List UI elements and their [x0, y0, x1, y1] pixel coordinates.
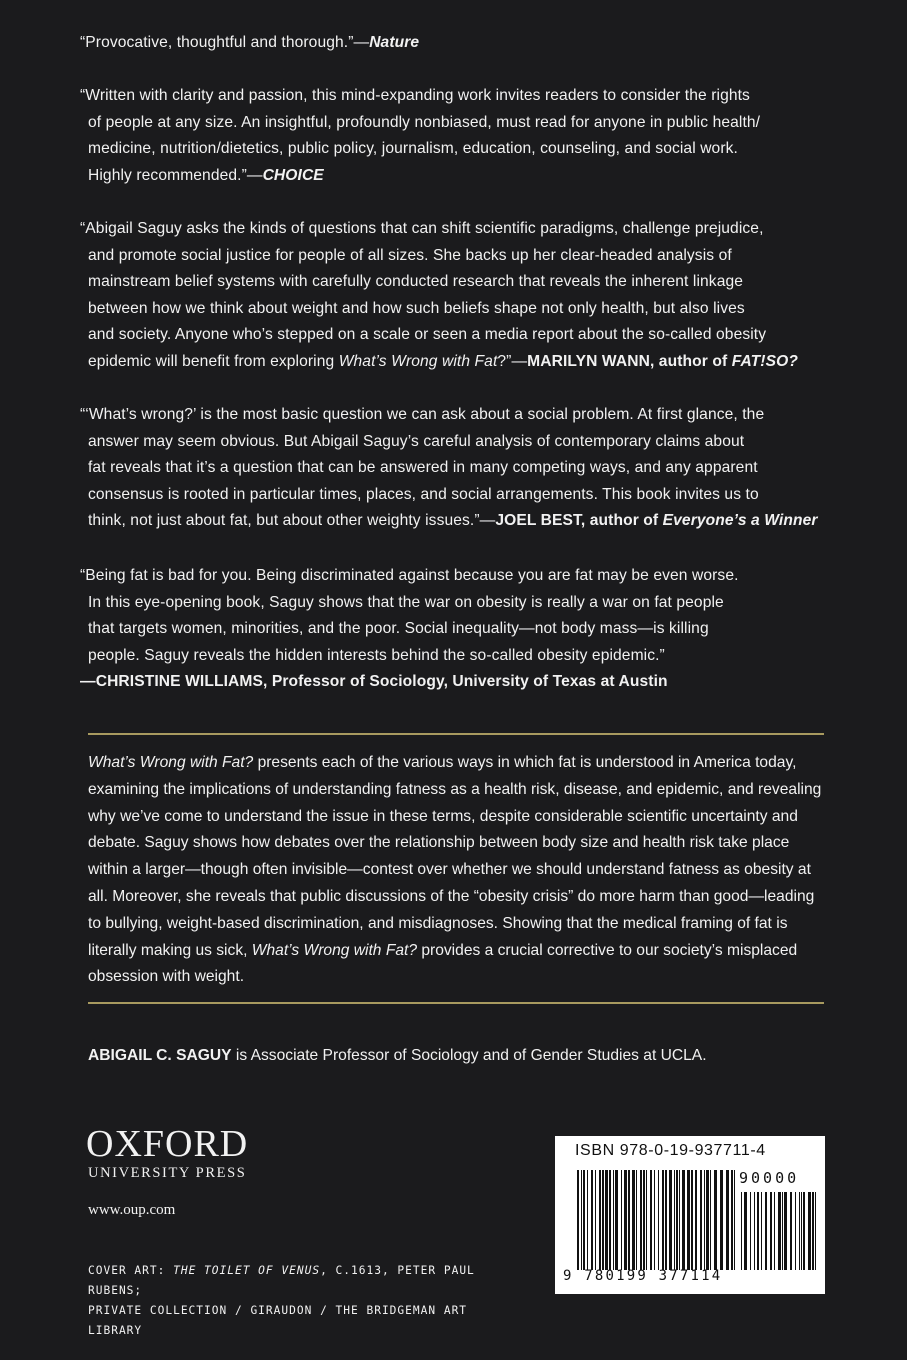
barcode-bar: [662, 1170, 664, 1270]
publisher-logo: [86, 1124, 248, 1182]
description-title: What’s Wrong with Fat?: [88, 754, 254, 771]
review-line: “Abigail Saguy asks the kinds of questions that can shift scientific paradigms, challenge prejudice,: [80, 220, 764, 237]
reviewer-name: MARILYN WANN: [527, 352, 650, 370]
barcode-bar: [602, 1170, 604, 1270]
review-line: “‘What’s wrong?’ is the most basic question we can ask about a social problem. At first glance, the: [80, 406, 765, 423]
barcode-bar: [790, 1192, 792, 1270]
barcode-bar: [704, 1170, 705, 1270]
review-source: CHOICE: [262, 166, 324, 184]
barcode-bar: [714, 1170, 717, 1270]
barcode-bar: [658, 1170, 659, 1270]
barcode-box: [555, 1136, 825, 1294]
barcode-bar: [613, 1170, 614, 1270]
barcode-bar: [808, 1192, 811, 1270]
review-line: epidemic will benefit from exploring: [88, 352, 339, 370]
barcode-bar: [583, 1170, 585, 1270]
barcode-bar: [682, 1170, 685, 1270]
review-choice: [80, 83, 840, 189]
barcode-bar: [734, 1170, 735, 1270]
review-line: fat reveals that it’s a question that can be answered in many competing ways, and any apparent: [88, 459, 758, 477]
barcode-bar: [687, 1170, 690, 1270]
barcode-bar: [784, 1192, 787, 1270]
review-best: [80, 402, 840, 535]
barcode-bar: [770, 1192, 772, 1270]
barcode-bar: [801, 1192, 802, 1270]
attribution-dash: —: [80, 673, 96, 691]
barcode-bar: [750, 1192, 751, 1270]
credit-line2: PRIVATE COLLECTION / GIRAUDON / THE BRIDGEMAN ART LIBRARY: [88, 1304, 468, 1337]
addon-number: 90000: [739, 1169, 800, 1187]
barcode-bar: [650, 1170, 652, 1270]
barcode-bar: [605, 1170, 608, 1270]
isbn-label: ISBN 978-0-19-937711-4: [575, 1142, 766, 1159]
review-line: think, not just about fat, but about other weighty issues.”—: [88, 512, 496, 530]
review-line: between how we think about weight and how such beliefs shape not only health, but also lives: [88, 299, 745, 317]
barcode-bar: [710, 1170, 711, 1270]
publisher-name: OXFORD: [86, 1123, 249, 1165]
author-bio: [88, 1044, 828, 1068]
barcode-bar: [679, 1170, 680, 1270]
barcode-bar: [695, 1170, 697, 1270]
description-body-end: provides a crucial corrective to our society’s misplaced obsession with weight.: [88, 941, 798, 986]
barcode-bar: [632, 1170, 635, 1270]
barcode-bar: [706, 1170, 709, 1270]
barcode-bar: [591, 1170, 593, 1270]
barcode-bar: [636, 1170, 637, 1270]
review-line: and promote social justice for people of all sizes. She backs up her clear-headed analysis of: [88, 246, 732, 264]
description-body: presents each of the various ways in which fat is understood in America today, examining the implications of understanding fatness as a health risk, disease, and epidemic, and revealing why we’ve come to understand the issue in these terms, despite considerable scientific uncertainty and debate. Saguy shows how debates over the relationship between body size and health risk take place within a larger—though often invisible—contest over whether we should understand fatness as obesity at all. Moreover, she reveals that public discussions of the “obesity crisis” do more harm than good—leading to bullying, weight-based discrimination, and misdiagnoses. Showing that the medical framing of fat is literally making us sick,: [88, 754, 822, 959]
barcode-bar: [609, 1170, 611, 1270]
credit-suffix: , C.1613, PETER PAUL RUBENS;: [88, 1264, 475, 1297]
barcode-bar: [782, 1192, 783, 1270]
barcode-bar: [726, 1170, 729, 1270]
reviewer-work: FAT!SO?: [731, 352, 798, 370]
review-source: Nature: [369, 34, 420, 51]
reviewer-affiliation: , Professor of Sociology, University of Texas at Austin: [262, 673, 668, 691]
publisher-subtitle: UNIVERSITY PRESS: [88, 1165, 247, 1181]
barcode-bar: [720, 1170, 723, 1270]
review-line: Highly recommended.”—: [88, 166, 263, 184]
barcode-bar: [674, 1170, 675, 1270]
description-title-inline: What’s Wrong with Fat?: [251, 941, 418, 959]
barcode-bar: [731, 1170, 733, 1270]
barcode-bar: [761, 1192, 762, 1270]
barcode-bar: [778, 1192, 781, 1270]
barcode-bar: [795, 1192, 796, 1270]
barcode-bar: [624, 1170, 627, 1270]
barcode-bar: [803, 1192, 805, 1270]
barcode-bar: [676, 1170, 678, 1270]
barcode-bar: [599, 1170, 601, 1270]
review-line: mainstream belief systems with carefully conducted research that reveals the inherent linkage: [88, 273, 744, 291]
reviewer-name: JOEL BEST: [495, 512, 581, 530]
cover-art-credit: [88, 1261, 528, 1341]
review-line: In this eye-opening book, Saguy shows that the war on obesity is really a war on fat people: [88, 593, 724, 611]
divider-top: [88, 733, 824, 735]
barcode-bar: [774, 1192, 775, 1270]
book-title-ref: What’s Wrong with Fat: [338, 352, 498, 370]
barcode-bar: [646, 1170, 647, 1270]
review-line: “Being fat is bad for you. Being discriminated against because you are fat may be even worse.: [80, 567, 739, 584]
reviewer-author-of: , author of: [649, 352, 732, 370]
barcode-bar: [741, 1192, 742, 1270]
barcode-bar: [744, 1192, 747, 1270]
barcode-bar: [765, 1192, 767, 1270]
barcode-bar: [640, 1170, 642, 1270]
publisher-url[interactable]: www.oup.com: [88, 1202, 176, 1218]
barcode-bar: [691, 1170, 693, 1270]
review-line: and society. Anyone who’s stepped on a scale or seen a media report about the so-called obesity: [88, 326, 767, 344]
barcode-bar: [812, 1192, 814, 1270]
barcode-bar: [615, 1170, 618, 1270]
barcode-bar: [754, 1192, 755, 1270]
author-name: ABIGAIL C. SAGUY: [88, 1047, 232, 1064]
barcode-bar: [643, 1170, 645, 1270]
barcode-bar: [595, 1170, 596, 1270]
barcode-digits: 9 780199 377114: [563, 1268, 723, 1284]
barcode-bar: [577, 1170, 579, 1270]
review-line: consensus is rooted in particular times, places, and social arrangements. This book invites us to: [88, 485, 759, 503]
barcode-bar: [700, 1170, 702, 1270]
reviewer-work: Everyone’s a Winner: [662, 512, 818, 530]
review-nature: [80, 30, 840, 57]
divider-bottom: [88, 1002, 824, 1004]
credit-prefix: COVER ART:: [88, 1264, 174, 1277]
barcode-bar: [799, 1192, 800, 1270]
barcode-bar: [669, 1170, 672, 1270]
review-line: answer may seem obvious. But Abigail Saguy’s careful analysis of contemporary claims about: [88, 432, 745, 450]
book-description: [88, 750, 828, 991]
review-tail: ?”—: [497, 352, 528, 370]
barcode-bar: [654, 1170, 655, 1270]
barcode-bar: [757, 1192, 759, 1270]
review-williams: [80, 563, 840, 696]
barcode-bar: [581, 1170, 582, 1270]
author-bio-text: is Associate Professor of Sociology and of Gender Studies at UCLA.: [231, 1047, 707, 1064]
review-line: people. Saguy reveals the hidden interests behind the so-called obesity epidemic.”: [88, 646, 665, 664]
barcode-bar: [621, 1170, 622, 1270]
review-line: of people at any size. An insightful, profoundly nonbiased, must read for anyone in public health/: [88, 113, 761, 131]
barcode-bar: [587, 1170, 588, 1270]
review-line: “Written with clarity and passion, this mind-expanding work invites readers to consider the rights: [80, 87, 750, 104]
review-line: that targets women, minorities, and the poor. Social inequality—not body mass—is killing: [88, 620, 709, 638]
review-wann: [80, 216, 840, 376]
painting-title: THE TOILET OF VENUS: [173, 1264, 321, 1277]
review-line: medicine, nutrition/dietetics, public policy, journalism, education, counseling, and social work.: [88, 140, 738, 158]
review-text: “Provocative, thoughtful and thorough.”—: [80, 34, 370, 51]
reviewer-author-of: , author of: [580, 512, 663, 530]
barcode-bar: [815, 1192, 816, 1270]
reviewer-name: CHRISTINE WILLIAMS: [95, 673, 263, 691]
barcode-bar: [628, 1170, 630, 1270]
barcode-bar: [665, 1170, 667, 1270]
